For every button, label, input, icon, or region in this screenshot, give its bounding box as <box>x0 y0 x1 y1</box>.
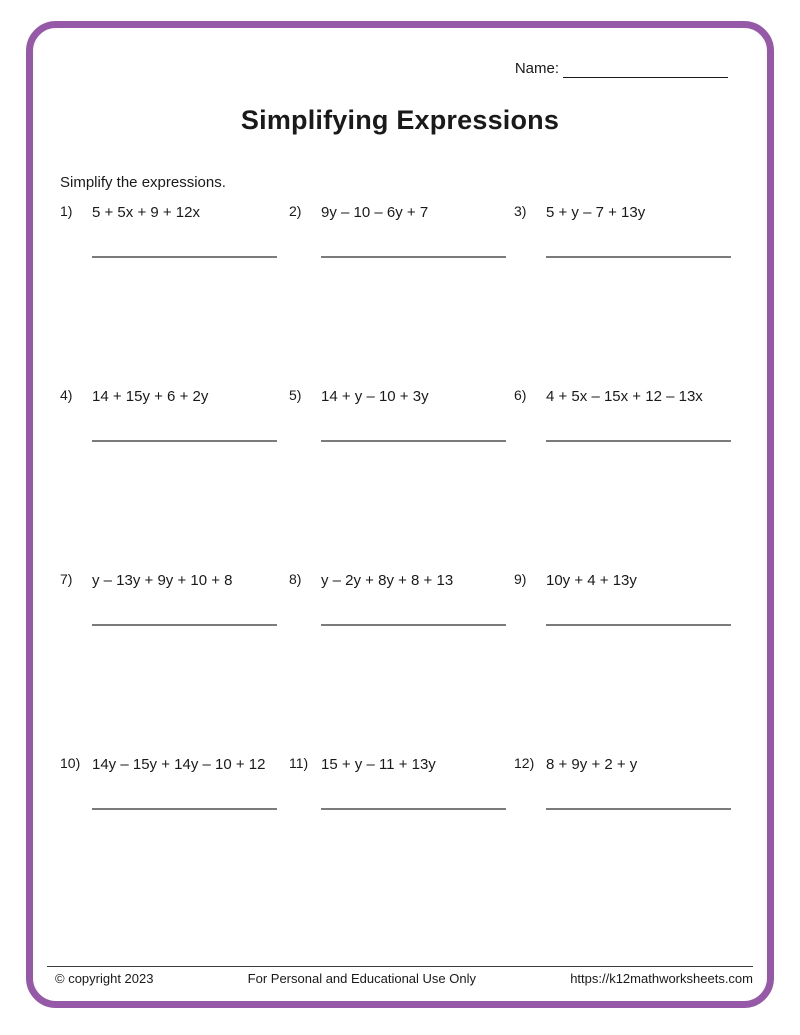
problem-number: 3) <box>514 203 527 219</box>
problem-number: 6) <box>514 387 527 403</box>
problem-number: 8) <box>289 571 302 587</box>
name-block <box>515 60 728 78</box>
problem-expression: 15 + y – 11 + 13y <box>321 756 436 773</box>
problems-grid <box>60 204 762 940</box>
problem-number: 4) <box>60 387 73 403</box>
problem-expression: 14 + 15y + 6 + 2y <box>92 388 209 405</box>
problem-number: 9) <box>514 571 527 587</box>
problem-number: 2) <box>289 203 302 219</box>
answer-line[interactable] <box>546 256 731 258</box>
answer-line[interactable] <box>321 256 506 258</box>
problem-cell-9 <box>514 572 762 756</box>
problem-expression: 14y – 15y + 14y – 10 + 12 <box>92 756 266 773</box>
answer-line[interactable] <box>92 624 277 626</box>
answer-line[interactable] <box>321 440 506 442</box>
website-link[interactable]: https://k12mathworksheets.com <box>570 971 753 986</box>
problem-expression: y – 2y + 8y + 8 + 13 <box>321 572 454 589</box>
problem-cell-11 <box>289 756 514 940</box>
name-input-line[interactable] <box>563 61 728 78</box>
answer-line[interactable] <box>92 256 277 258</box>
problem-expression: 5 + 5x + 9 + 12x <box>92 204 200 221</box>
problem-cell-1 <box>60 204 289 388</box>
problem-cell-8 <box>289 572 514 756</box>
problem-number: 10) <box>60 755 81 771</box>
usage-text: For Personal and Educational Use Only <box>247 971 477 986</box>
answer-line[interactable] <box>321 808 506 810</box>
answer-line[interactable] <box>92 440 277 442</box>
problem-cell-6 <box>514 388 762 572</box>
problem-cell-7 <box>60 572 289 756</box>
problem-expression: 4 + 5x – 15x + 12 – 13x <box>546 388 703 405</box>
problem-expression: 14 + y – 10 + 3y <box>321 388 429 405</box>
problem-expression: 5 + y – 7 + 13y <box>546 204 646 221</box>
problem-number: 1) <box>60 203 73 219</box>
problem-number: 5) <box>289 387 302 403</box>
name-label: Name: <box>514 60 559 77</box>
problem-number: 11) <box>289 755 309 771</box>
problem-cell-4 <box>60 388 289 572</box>
problem-expression: 9y – 10 – 6y + 7 <box>321 204 429 221</box>
problem-expression: 8 + 9y + 2 + y <box>546 756 638 773</box>
answer-line[interactable] <box>546 808 731 810</box>
problem-expression: y – 13y + 9y + 10 + 8 <box>92 572 233 589</box>
answer-line[interactable] <box>92 808 277 810</box>
instruction-text: Simplify the expressions. <box>60 174 226 191</box>
problem-cell-12 <box>514 756 762 940</box>
problem-number: 7) <box>60 571 73 587</box>
problem-number: 12) <box>514 755 535 771</box>
answer-line[interactable] <box>321 624 506 626</box>
footer <box>47 966 753 986</box>
problem-expression: 10y + 4 + 13y <box>546 572 637 589</box>
problem-cell-2 <box>289 204 514 388</box>
problem-cell-5 <box>289 388 514 572</box>
copyright-text: © copyright 2023 <box>55 971 154 986</box>
page-title: Simplifying Expressions <box>240 105 560 135</box>
problem-cell-3 <box>514 204 762 388</box>
answer-line[interactable] <box>546 440 731 442</box>
problem-cell-10 <box>60 756 289 940</box>
answer-line[interactable] <box>546 624 731 626</box>
